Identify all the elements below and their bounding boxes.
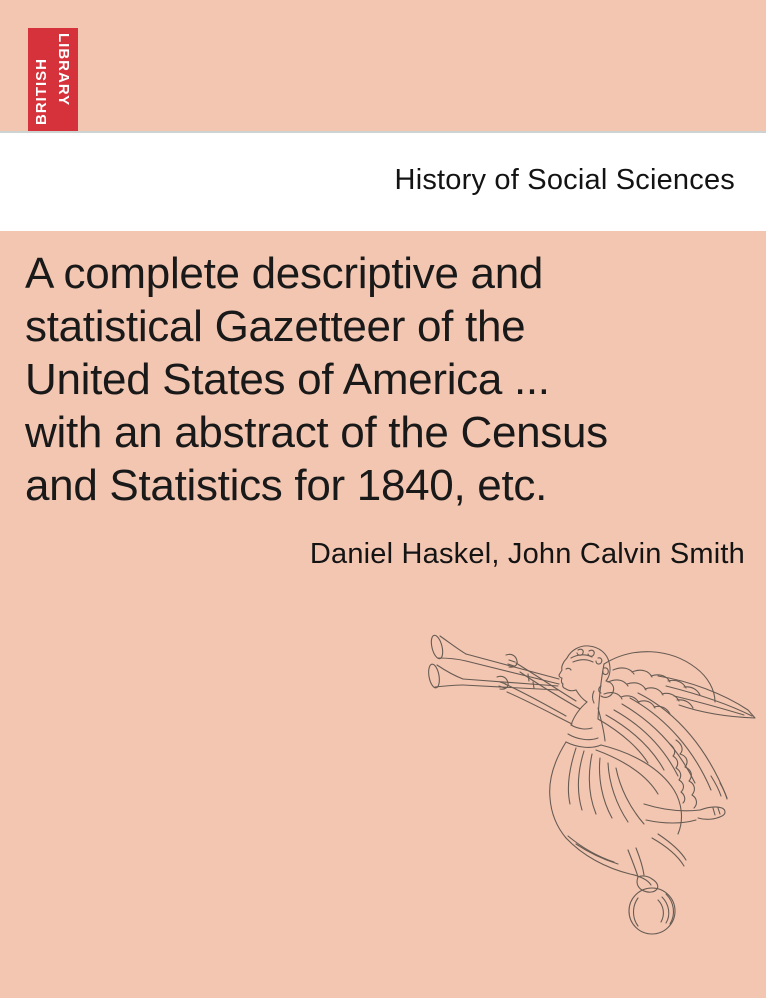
head [559,646,614,703]
front-wing [598,652,727,799]
trumpets [427,634,559,690]
title-line-4: with an abstract of the Census [25,408,608,457]
engraving-strokes [427,634,755,934]
drapery [550,702,686,885]
title-line-3: United States of America ... [25,355,550,404]
title-line-1: A complete descriptive and [25,249,544,298]
series-title: History of Social Sciences [394,164,735,196]
authors-line: Daniel Haskel, John Calvin Smith [309,538,745,570]
logo-word-british: BRITISH [33,58,50,125]
angel-trumpets-illustration [408,598,760,950]
title-line-2: statistical Gazetteer of the [25,302,526,351]
title-line-5: and Statistics for 1840, etc. [25,461,548,510]
logo-word-library: LIBRARY [55,33,72,107]
sphere [629,888,675,934]
series-band [0,131,766,231]
rear-wing [658,676,755,718]
sash [670,740,696,808]
book-title [25,247,745,512]
british-library-logo [28,28,78,131]
